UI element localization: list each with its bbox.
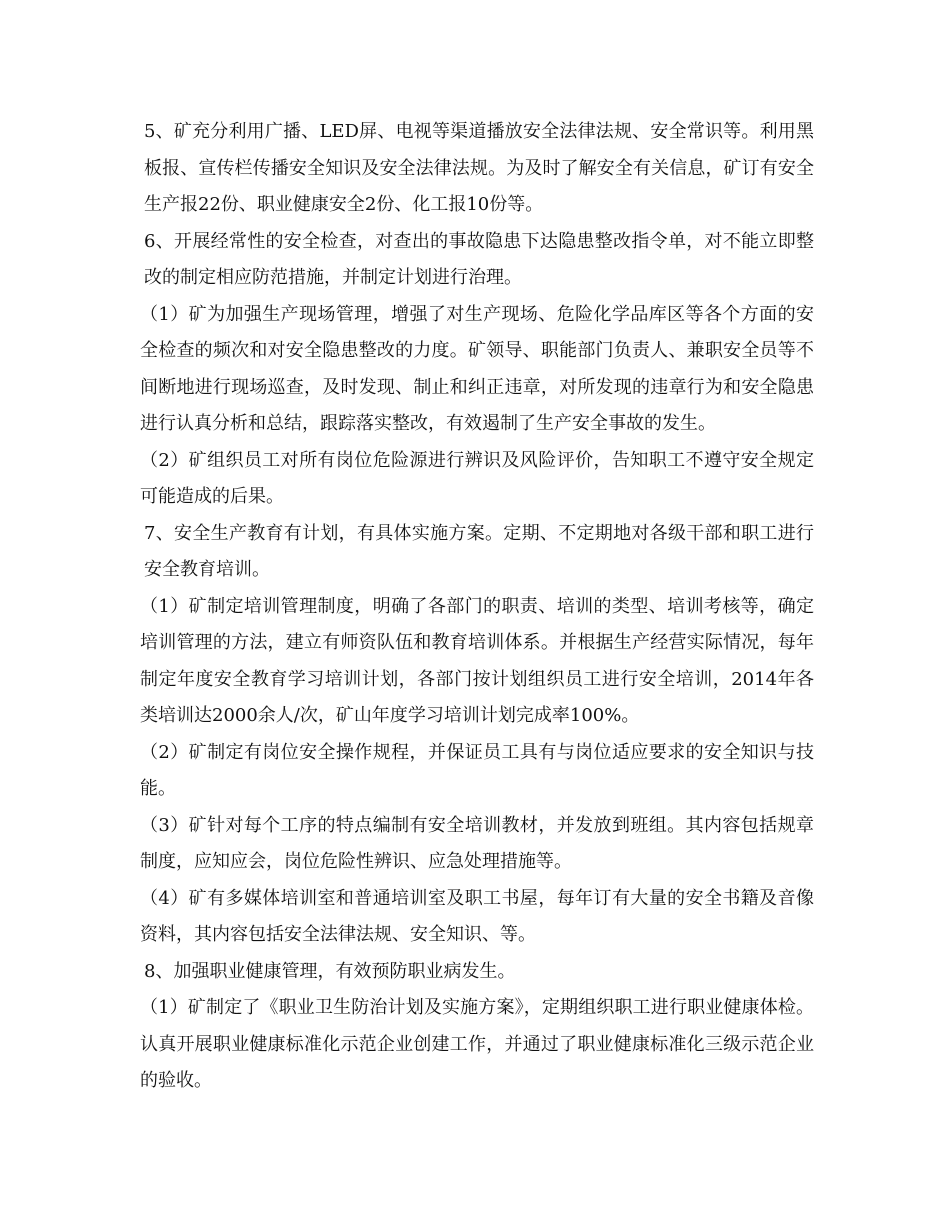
paragraph-item-8-occupational-health: 8、加强职业健康管理，有效预防职业病发生。 [144, 960, 516, 982]
document-body [140, 114, 814, 1100]
paragraph-item-7-education: 7、安全生产教育有计划，有具体实施方案。定期、不定期地对各级干部和职工进行安全教育培训。 [144, 522, 814, 580]
paragraph-8-1-health-plan: （1）矿制定了《职业卫生防治计划及实施方案》，定期组织职工进行职业健康体检。认真开展职业健康标准化示范企业创建工作，并通过了职业健康标准化三级示范企业的验收。 [140, 997, 814, 1091]
paragraph-item-5-publicity: 5、矿充分利用广播、LED屏、电视等渠道播放安全法律法规、安全常识等。利用黑板报、宣传栏传播安全知识及安全法律法规。为及时了解安全有关信息，矿订有安全生产报22份、职业健康安全2份、化工报10份等。 [144, 121, 814, 215]
paragraph-7-1-training-system: （1）矿制定培训管理制度，明确了各部门的职责、培训的类型、培训考核等，确定培训管理的方法，建立有师资队伍和教育培训体系。并根据生产经营实际情况，每年制定年度安全教育学习培训计划，各部门按计划组织员工进行安全培训，2014年各类培训达2000余人/次，矿山年度学习培训计划完成率100%。 [140, 595, 814, 726]
paragraph-6-1-site-management: （1）矿为加强生产现场管理，增强了对生产现场、危险化学品库区等各个方面的安全检查的频次和对安全隐患整改的力度。矿领导、职能部门负责人、兼职安全员等不间断地进行现场巡查，及时发现、制止和纠正违章，对所发现的违章行为和安全隐患进行认真分析和总结，跟踪落实整改，有效遏制了生产安全事故的发生。 [140, 303, 814, 434]
paragraph-7-4-training-rooms: （4）矿有多媒体培训室和普通培训室及职工书屋，每年订有大量的安全书籍及音像资料，其内容包括安全法律法规、安全知识、等。 [140, 887, 814, 945]
paragraph-7-2-operating-procedures: （2）矿制定有岗位安全操作规程，并保证员工具有与岗位适应要求的安全知识与技能。 [140, 741, 814, 799]
paragraph-6-2-hazard-identification: （2）矿组织员工对所有岗位危险源进行辨识及风险评价，告知职工不遵守安全规定可能造成的后果。 [140, 449, 814, 507]
paragraph-item-6-inspection: 6、开展经常性的安全检查，对查出的事故隐患下达隐患整改指令单，对不能立即整改的制定相应防范措施，并制定计划进行治理。 [144, 230, 814, 288]
paragraph-7-3-training-materials: （3）矿针对每个工序的特点编制有安全培训教材，并发放到班组。其内容包括规章制度，应知应会，岗位危险性辨识、应急处理措施等。 [140, 814, 814, 872]
